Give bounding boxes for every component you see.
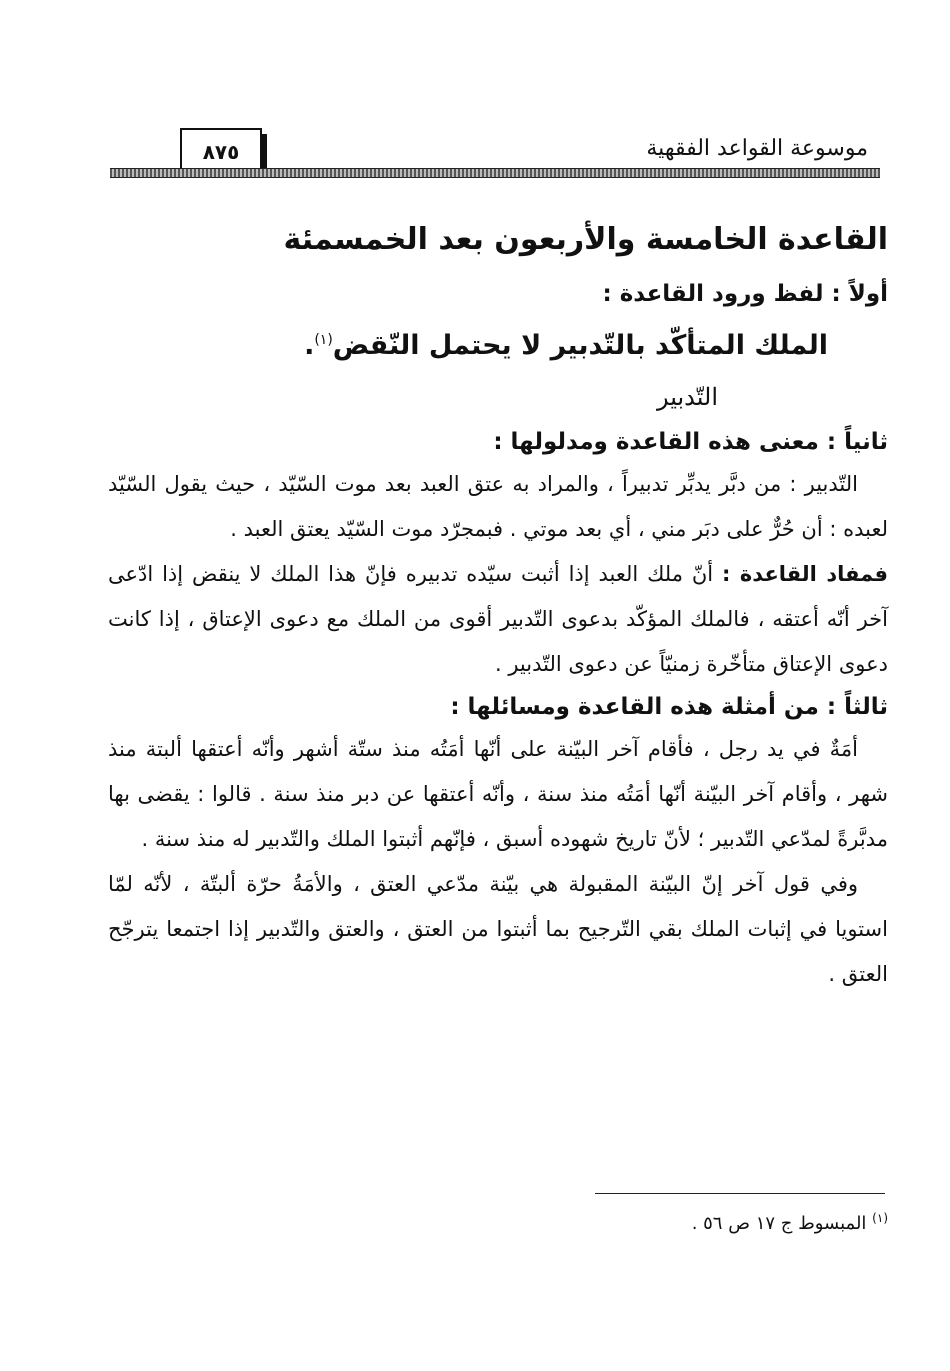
rule-statement <box>108 314 828 372</box>
paragraph: التّدبير : من دبَّر يدبِّر تدبيراً ، والمراد به عتق العبد بعد موت السّيّد ، حيث يقول السّيّد لعبده : أن حُرٌّ على دبَر مني ، أي بعد موتي . فبمجرّد موت السّيّد يعتق العبد . <box>108 472 888 541</box>
running-header <box>110 128 880 180</box>
page-number: ٨٧٥ <box>180 128 262 176</box>
section-heading-3: ثالثاً : من أمثلة هذه القاعدة ومسائلها : <box>450 694 888 720</box>
rule-statement-text: الملك المتأكّد بالتّدبير لا يحتمل النّقض <box>332 330 828 361</box>
paragraph-text: أنّ ملك العبد إذا أثبت سيّده تدبيره فإنّ هذا الملك لا ينقض إذا ادّعى آخر أنّه أعتقه ، فالملك المؤكّد بدعوى التّدبير أقوى من الملك مع دعوى الإعتاق ، إذا كانت دعوى الإعتاق متأخّرة زمنيّاً عن دعوى التّدبير . <box>108 562 888 676</box>
footnote-marker: (١) <box>872 1211 888 1225</box>
rule-title: القاعدة الخامسة والأربعون بعد الخمسمئة <box>283 222 888 257</box>
paragraph: أمَةٌ في يد رجل ، فأقام آخر البيّنة على أنّها أمَتُه منذ ستّة أشهر وأنّه أعتقها ألبتة منذ شهر ، وأقام آخر البيّنة أنّها أمَتُه منذ سنة ، وأنّه أعتقها عن دبر منذ سنة . قالوا : يقضى بها مدبَّرةً لمدّعي التّدبير ؛ لأنّ تاريخ شهوده أسبق ، فإنّهم أثبتوا الملك والتّدبير له منذ سنة . <box>108 737 888 851</box>
rule-statement-end: . <box>304 330 315 361</box>
footnote-reference: (١) <box>314 332 333 348</box>
paragraph: وفي قول آخر إنّ البيّنة المقبولة هي بيّنة مدّعي العتق ، والأمَةُ حرّة ألبتّة ، لأنّه لمّا استويا في إثبات الملك بقي التّرجيح بما أثبتوا من العتق ، والعتق والتّدبير إذا اجتمعا يترجّح العتق . <box>108 872 888 986</box>
header-rule <box>110 168 880 178</box>
footnote <box>692 1203 888 1239</box>
paragraph-lead: فمفاد القاعدة : <box>722 562 888 586</box>
book-title: موسوعة القواعد الفقهية <box>646 136 868 161</box>
footnote-text: المبسوط ج ١٧ ص ٥٦ . <box>691 1213 867 1234</box>
keyword: التّدبير <box>657 383 718 411</box>
section-heading-1: أولاً : لفظ ورود القاعدة : <box>602 281 888 307</box>
section-heading-2: ثانياً : معنى هذه القاعدة ومدلولها : <box>493 429 888 455</box>
page-content <box>108 210 888 997</box>
footnote-separator <box>595 1193 885 1194</box>
paragraph <box>108 552 888 687</box>
